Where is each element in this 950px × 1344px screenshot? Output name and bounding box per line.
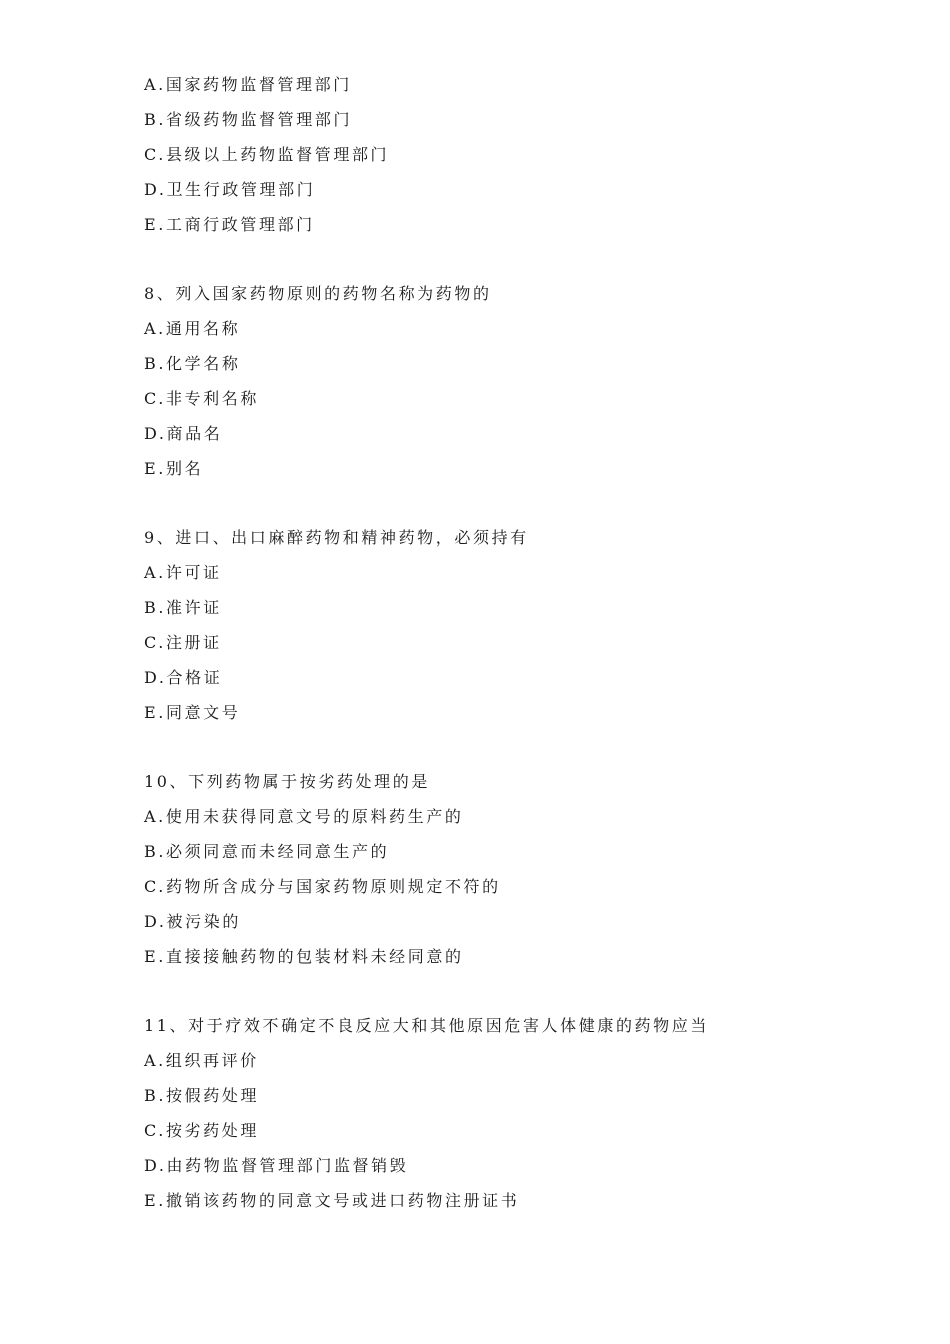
option-11e: E.撤销该药物的同意文号或进口药物注册证书 [144,1191,520,1210]
question-stem: 10、下列药物属于按劣药处理的是 [144,772,430,791]
option-8a: A.通用名称 [144,319,241,338]
option-8e: E.别名 [144,459,204,478]
option-11c: C.按劣药处理 [144,1121,259,1140]
question-8 [144,279,884,489]
option-11d: D.由药物监督管理部门监督销毁 [144,1156,409,1175]
option-7b: B.省级药物监督管理部门 [144,110,353,129]
option-10a: A.使用未获得同意文号的原料药生产的 [144,807,464,826]
option-7e: E.工商行政管理部门 [144,215,315,234]
question-stem: 9、进口、出口麻醉药物和精神药物，必须持有 [144,528,529,547]
question-7-options [144,70,884,245]
option-9d: D.合格证 [144,668,223,687]
option-7d: D.卫生行政管理部门 [144,180,316,199]
spacer [144,977,884,1011]
option-10c: C.药物所含成分与国家药物原则规定不符的 [144,877,501,896]
option-8b: B.化学名称 [144,354,241,373]
question-10 [144,767,884,977]
option-8c: C.非专利名称 [144,389,259,408]
option-10b: B.必须同意而未经同意生产的 [144,842,390,861]
option-9c: C.注册证 [144,633,222,652]
option-9b: B.准许证 [144,598,222,617]
spacer [144,489,884,523]
option-10e: E.直接接触药物的包装材料未经同意的 [144,947,464,966]
exam-page [144,70,884,1221]
option-8d: D.商品名 [144,424,223,443]
option-9a: A.许可证 [144,563,222,582]
question-9 [144,523,884,733]
question-stem: 11、对于疗效不确定不良反应大和其他原因危害人体健康的药物应当 [144,1016,709,1035]
question-stem: 8、列入国家药物原则的药物名称为药物的 [144,284,492,303]
spacer [144,733,884,767]
option-9e: E.同意文号 [144,703,241,722]
option-7a: A.国家药物监督管理部门 [144,75,352,94]
option-7c: C.县级以上药物监督管理部门 [144,145,390,164]
option-11a: A.组织再评价 [144,1051,259,1070]
option-10d: D.被污染的 [144,912,241,931]
spacer [144,245,884,279]
question-11 [144,1011,884,1221]
option-11b: B.按假药处理 [144,1086,260,1105]
